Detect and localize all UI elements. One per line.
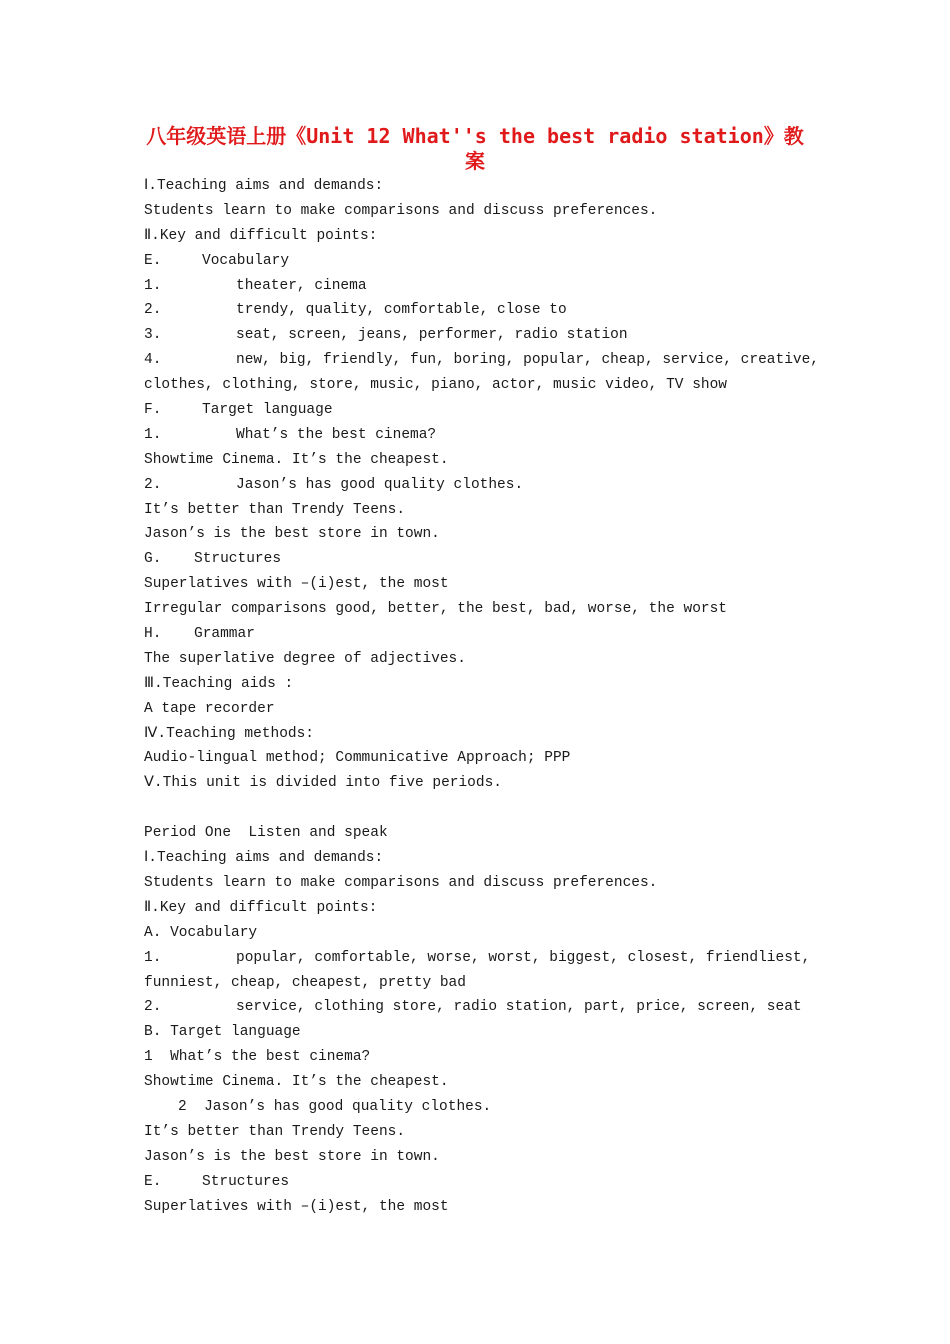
text-line — [144, 249, 824, 274]
text-line: Irregular comparisons good, better, the best, bad, worse, the worst — [144, 601, 727, 618]
text-line-content: seat, screen, jeans, performer, radio station — [236, 327, 628, 344]
text-line: A. Vocabulary — [144, 924, 258, 941]
text-line: It’s better than Trendy Teens. — [144, 501, 406, 518]
text-line — [144, 946, 824, 971]
list-marker: 2. — [144, 476, 162, 493]
text-line: Showtime Cinema. It’s the cheapest. — [144, 1074, 449, 1091]
list-marker: 3. — [144, 327, 162, 344]
list-marker: 2. — [144, 999, 162, 1016]
text-line — [144, 298, 824, 323]
text-line: Students learn to make comparisons and discuss preferences. — [144, 874, 658, 891]
text-line-content: trendy, quality, comfortable, close to — [236, 302, 567, 319]
list-marker: 2. — [144, 302, 162, 319]
list-marker: G. — [144, 551, 162, 568]
list-marker: 1. — [144, 426, 162, 443]
list-marker: 4. — [144, 352, 162, 369]
text-line: Ⅴ.This unit is divided into five periods. — [144, 775, 502, 792]
text-line: Period One Listen and speak — [144, 825, 388, 842]
text-line: clothes, clothing, store, music, piano, actor, music video, TV show — [144, 377, 727, 394]
text-line: Ⅱ.Key and difficult points: — [144, 227, 378, 244]
text-line — [144, 423, 824, 448]
text-line-content: new, big, friendly, fun, boring, popular, cheap, service, creative, — [236, 352, 819, 369]
text-line: It’s better than Trendy Teens. — [144, 1123, 406, 1140]
text-line: Superlatives with –(i)est, the most — [144, 576, 449, 593]
text-line: Jason’s is the best store in town. — [144, 1148, 440, 1165]
text-line: Audio-lingual method; Communicative Approach; PPP — [144, 750, 571, 767]
text-line: The superlative degree of adjectives. — [144, 650, 466, 667]
list-marker: 1. — [144, 949, 162, 966]
list-marker: H. — [144, 626, 162, 643]
text-line-content: popular, comfortable, worse, worst, biggest, closest, friendliest, — [236, 949, 811, 966]
text-line: Showtime Cinema. It’s the cheapest. — [144, 451, 449, 468]
text-line — [144, 547, 824, 572]
blank-line — [144, 796, 824, 821]
text-line: Ⅱ.Key and difficult points: — [144, 899, 378, 916]
text-line: 2 Jason’s has good quality clothes. — [178, 1098, 492, 1115]
text-line — [144, 622, 824, 647]
text-line-content: What’s the best cinema? — [236, 426, 437, 443]
text-line-content: theater, cinema — [236, 277, 367, 294]
document-title: 八年级英语上册《Unit 12 What''s the best radio station》教案 — [146, 124, 804, 173]
list-marker: E. — [144, 252, 162, 269]
text-line: Superlatives with –(i)est, the most — [144, 1198, 449, 1215]
text-line-content: Structures — [194, 551, 282, 568]
text-line — [144, 323, 824, 348]
text-line — [144, 473, 824, 498]
list-marker: E. — [144, 1173, 162, 1190]
text-line-content: Vocabulary — [202, 252, 290, 269]
text-line — [144, 398, 824, 423]
text-line: Ⅲ.Teaching aids : — [144, 675, 294, 692]
text-line: 1 What’s the best cinema? — [144, 1049, 371, 1066]
text-line-content: Structures — [202, 1173, 290, 1190]
text-line: B. Target language — [144, 1024, 301, 1041]
text-line: Ⅳ.Teaching methods: — [144, 725, 315, 742]
text-line-content: Grammar — [194, 626, 255, 643]
text-line: Students learn to make comparisons and discuss preferences. — [144, 202, 658, 219]
text-line: Ⅰ.Teaching aims and demands: — [144, 850, 384, 867]
text-line-content: Jason’s has good quality clothes. — [236, 476, 524, 493]
text-line — [144, 274, 824, 299]
text-line: Ⅰ.Teaching aims and demands: — [144, 178, 384, 194]
text-line — [144, 1170, 824, 1195]
text-line — [144, 348, 824, 373]
text-line: funniest, cheap, cheapest, pretty bad — [144, 974, 466, 991]
text-line: A tape recorder — [144, 700, 275, 717]
text-line — [144, 995, 824, 1020]
list-marker: 1. — [144, 277, 162, 294]
text-line-content: Target language — [202, 402, 333, 419]
document-body — [144, 174, 824, 1219]
list-marker: F. — [144, 402, 162, 419]
text-line: Jason’s is the best store in town. — [144, 526, 440, 543]
text-line-content: service, clothing store, radio station, part, price, screen, seat — [236, 999, 802, 1016]
